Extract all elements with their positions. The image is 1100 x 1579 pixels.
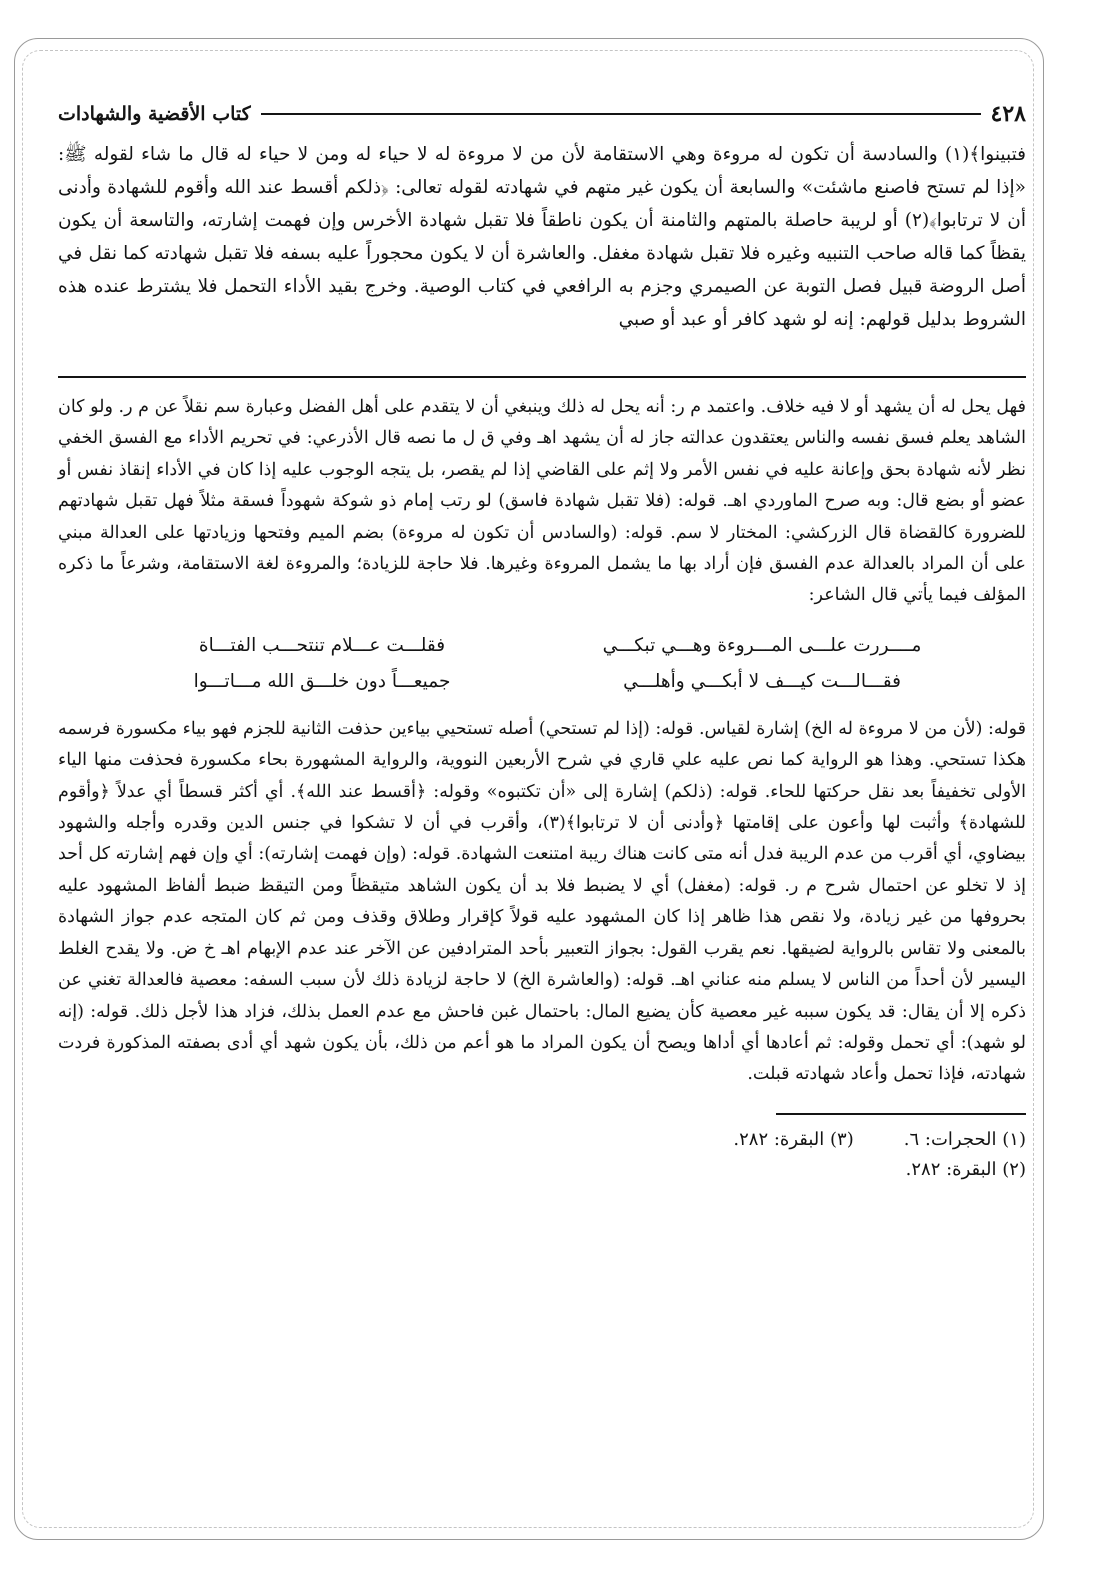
- footnotes: [58, 1125, 1026, 1185]
- hemistich: مــــررت علـــى المـــروءة وهـــي تبكـــي: [602, 634, 922, 656]
- page-number: ٤٢٨: [990, 101, 1026, 127]
- book-title: كتاب الأقضية والشهادات: [58, 103, 251, 125]
- section-separator: [58, 376, 1026, 378]
- footnote: (٣) البقرة: ٢٨٢.: [733, 1128, 854, 1150]
- hemistich: فقـــالـــت كيـــف لا أبكـــي وأهلـــي: [623, 670, 901, 692]
- hemistich: فقلـــت عـــلام تنتحـــب الفتـــاة: [198, 634, 446, 656]
- header-rule: [261, 113, 981, 115]
- footnote-row: [58, 1155, 1026, 1185]
- commentary-text: فهل يحل له أن يشهد أو لا فيه خلاف. واعتمد م ر: أنه يحل له ذلك وينبغي أن لا يتقدم على أهل الفضل وعبارة سم نقلاً عن م ر. ولو كان الشاهد يعلم فسق نفسه والناس يعتقدون عدالته جاز له أن يشهد اهـ وفي ق ل ما نصه قال الأذرعي: في تحريم الأداء مع الفسق الخفي نظر لأنه شهادة بحق وإعانة عليه في نفس الأمر ولا إثم على القاضي إذا لم يقصر، بل يتجه الوجوب عليه إذا كان في الأداء إنقاذ نفس أو عضو أو بضع قال: وبه صرح الماوردي اهـ. قوله: (فلا تقبل شهادة فاسق) لو رتب إمام ذو شوكة شهوداً فسقة مثلاً فهل تقبل شهادتهم للضرورة كالقضاة قال الزركشي: المختار لا سم. قوله: (والسادس أن تكون له مروءة) بضم الميم وفتحها وزيادتها على العدالة مبني على أن المراد بالعدالة عدم الفسق فإن أراد بها ما يشمل المروءة وغيرها. فلا حاجة للزيادة؛ والمروءة لغة الاستقامة، وشرعاً ما ذكره المؤلف فيما يأتي قال الشاعر:: [58, 397, 1026, 606]
- document-page: [58, 96, 1026, 1185]
- poem-verse: [58, 664, 1026, 700]
- footnote: (٢) البقرة: ٢٨٢.: [905, 1158, 1026, 1180]
- main-text: فتبينوا﴾(١) والسادسة أن تكون له مروءة وهي الاستقامة لأن من لا مروءة له لا حياء له ومن لا حياء له قال ما شاء لقوله ﷺ: «إذا لم تستح فاصنع ماشئت» والسابعة أن يكون غير متهم في شهادته لقوله تعالى: ﴿ذلكم أقسط عند الله وأقوم للشهادة وأدنى أن لا ترتابوا﴾(٢) أو لريبة حاصلة بالمتهم والثامنة أن يكون ناطقاً فلا تقبل شهادة الأخرس وإن فهمت إشارته، والتاسعة أن يكون يقظاً كما قاله صاحب التنبيه وغيره فلا تقبل شهادة مغفل. والعاشرة أن لا يكون محجوراً عليه بسفه فلا تقبل شهادته كما نقل في أصل الروضة قبيل فصل التوبة عن الصيمري وجزم به الرافعي في كتاب الوصية. وخرج بقيد الأداء التحمل فلا يشترط عنده هذه الشروط بدليل قولهم: إنه لو شهد كافر أو عبد أو صبي: [58, 144, 1026, 330]
- poem-verse: [58, 628, 1026, 664]
- running-header: [58, 96, 1026, 132]
- hemistich: جميعـــاً دون خلـــق الله مـــاتـــوا: [193, 670, 451, 692]
- footnote-rule: [776, 1113, 1026, 1115]
- footnote-row: [58, 1125, 1026, 1155]
- poem: [58, 628, 1026, 700]
- footnote: (١) الحجرات: ٦.: [903, 1128, 1026, 1150]
- commentary-text-continued: قوله: (لأن من لا مروءة له الخ) إشارة لقياس. قوله: (إذا لم تستحي) أصله تستحيي بياءين حذفت الثانية للجزم فهو بياء مكسورة فرسمه هكذا تستحي. وهذا هو الرواية كما نص عليه علي قاري في شرح الأربعين النووية، والرواية المشهورة بحاء مكسورة فحذفت منها الياء الأولى تخفيفاً بعد نقل حركتها للحاء. قوله: (ذلكم) إشارة إلى «أن تكتبوه» وقوله: ﴿أقسط عند الله﴾. أي أكثر قسطاً أي عدلاً ﴿وأقوم للشهادة﴾ وأثبت لها وأعون على إقامتها ﴿وأدنى أن لا ترتابوا﴾(٣)، وأقرب في أن لا تشكوا في جنس الدين وقدره وأجله والشهود بيضاوي، أي أقرب من عدم الريبة فدل أنه متى كانت هناك ريبة امتنعت الشهادة. قوله: (وإن فهمت إشارته): أي وإن فهم إشارته كل أحد إذ لا تخلو عن احتمال شرح م ر. قوله: (مغفل) أي لا يضبط فلا بد أن يكون الشاهد متيقظاً ومن التيقظ ضبط ألفاظ المشهود عليه بحروفها من غير زيادة، ولا نقص هذا ظاهر إذا كان المشهود عليه قولاً كإقرار وطلاق وقذف ومن ثم كان المتجه عدم جواز الشهادة بالمعنى ولا تقاس بالرواية لضيقها. نعم يقرب القول: بجواز التعبير بأحد المترادفين عن الآخر عند عدم الإبهام اهـ خ ض. ولا يقدح الغلط اليسير لأن أحداً من الناس لا يسلم منه عناني اهـ. قوله: (والعاشرة الخ) لا حاجة لزيادة ذلك لأن سبب السفه: معصية فالعدالة تغني عن ذكره إلا أن يقال: قد يكون سببه غير معصية كأن يضيع المال: باحتمال غبن فاحش مع عدم العمل بذلك، فزاد هذا لأجل ذلك. قوله: (إنه لو شهد): أي تحمل وقوله: ثم أعادها أي أداها ويصح أن يكون المراد ما هو أعم من ذلك، بأن يكون شهد أي أدى بصفته المذكورة فردت شهادته، فإذا تحمل وأعاد شهادته قبلت.: [58, 718, 1026, 1085]
